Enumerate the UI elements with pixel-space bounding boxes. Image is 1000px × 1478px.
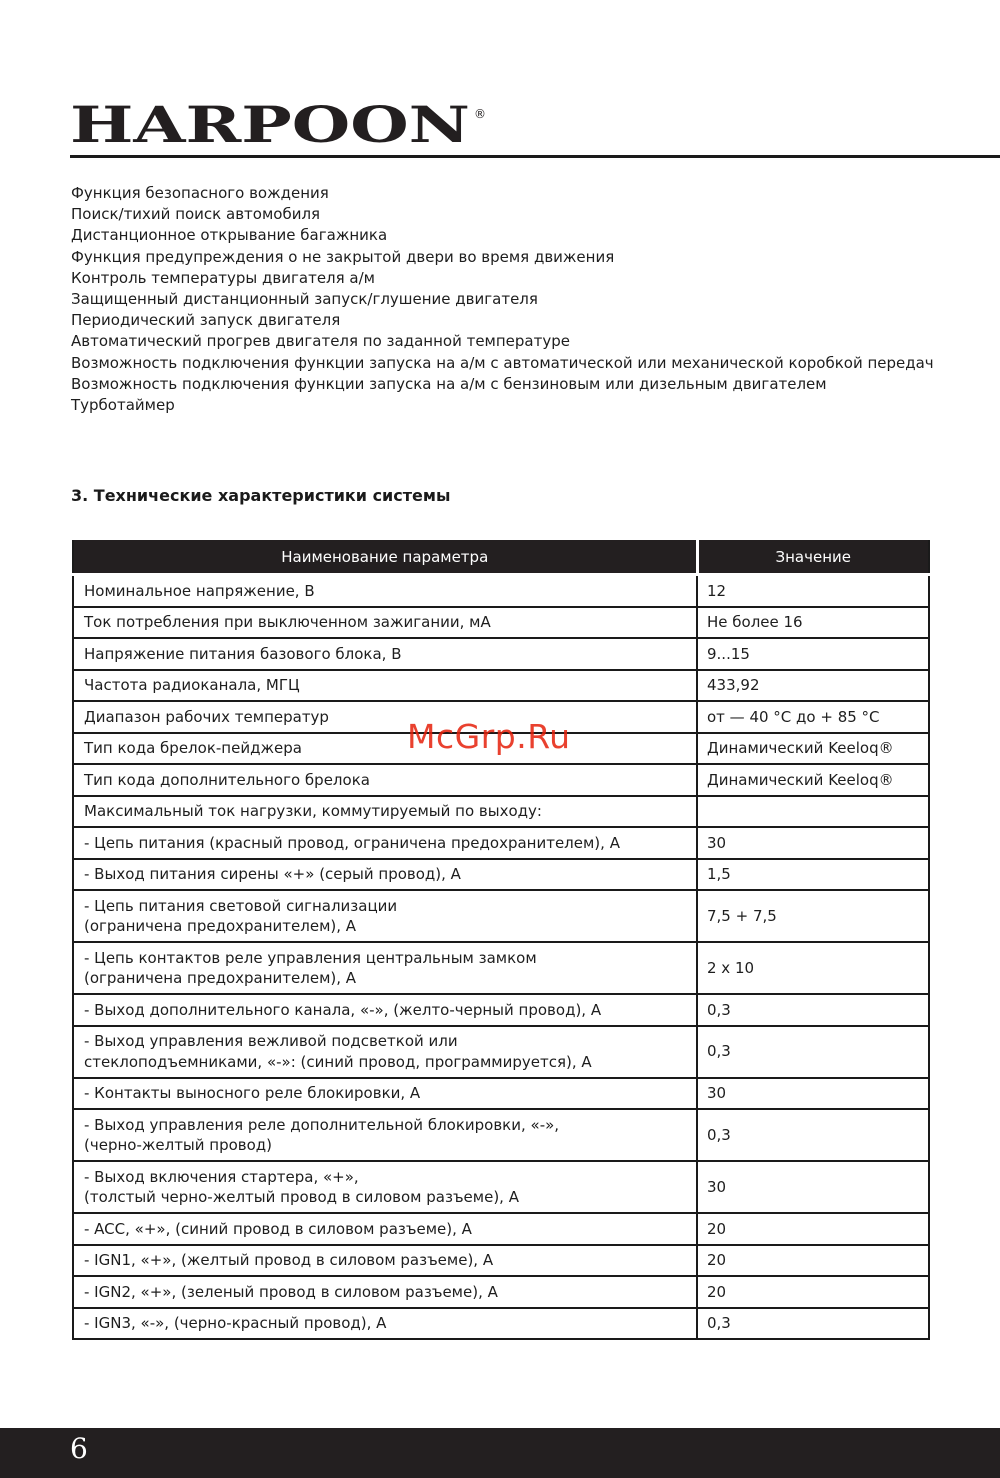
feature-item: Функция безопасного вождения xyxy=(71,184,329,202)
table-row xyxy=(73,994,929,1026)
param-cell xyxy=(73,942,697,994)
page-number: 6 xyxy=(70,1432,88,1465)
table-row xyxy=(73,764,929,796)
table-row xyxy=(73,638,929,670)
param-cell: Частота радиоканала, МГЦ xyxy=(73,670,697,702)
value-cell: 0,3 xyxy=(697,1109,929,1161)
feature-item: Турботаймер xyxy=(71,396,175,415)
logo-wordmark: HARPOON xyxy=(70,98,471,154)
registered-mark: ® xyxy=(474,107,486,121)
param-line: - Выход включения стартера, «+», xyxy=(84,1167,359,1186)
param-line: - Цепь питания световой сигнализации xyxy=(84,896,398,915)
param-cell: - Выход дополнительного канала, «-», (желто-черный провод), А xyxy=(73,994,697,1026)
table-row xyxy=(73,1026,929,1078)
feature-item: Защищенный дистанционный запуск/глушение двигателя xyxy=(71,290,538,309)
watermark: McGrp.Ru xyxy=(407,717,571,756)
param-cell xyxy=(73,1026,697,1078)
table-header-row xyxy=(73,540,929,575)
table-row xyxy=(73,1245,929,1277)
param-line: стеклоподъемниками, «-»: (синий провод, программируется), А xyxy=(84,1052,592,1071)
param-cell xyxy=(73,1161,697,1213)
param-cell: Максимальный ток нагрузки, коммутируемый по выходу: xyxy=(73,796,697,828)
param-cell: - Выход питания сирены «+» (серый провод), А xyxy=(73,859,697,891)
value-cell: 20 xyxy=(697,1276,929,1308)
table-row xyxy=(73,1078,929,1110)
param-cell: - IGN3, «-», (черно-красный провод), А xyxy=(73,1308,697,1340)
param-cell: Тип кода брелок-пейджера xyxy=(73,733,697,765)
section-title: 3. Технические характеристики системы xyxy=(71,486,451,505)
param-cell: - Цепь питания (красный провод, ограничена предохранителем), А xyxy=(73,827,697,859)
table-row xyxy=(73,827,929,859)
param-cell: Тип кода дополнительного брелока xyxy=(73,764,697,796)
param-line: - Цепь контактов реле управления центральным замком xyxy=(84,948,537,967)
feature-list xyxy=(71,183,934,416)
value-cell: 20 xyxy=(697,1245,929,1277)
value-cell: Динамический Keeloq® xyxy=(697,764,929,796)
param-cell xyxy=(73,890,697,942)
value-cell: Динамический Keeloq® xyxy=(697,733,929,765)
table-row xyxy=(73,1161,929,1213)
param-line: (толстый черно-желтый провод в силовом разъеме), А xyxy=(84,1188,519,1206)
feature-item: Контроль температуры двигателя а/м xyxy=(71,268,375,287)
feature-item: Периодический запуск двигателя xyxy=(71,311,341,330)
value-cell: 0,3 xyxy=(697,994,929,1026)
param-cell xyxy=(73,1109,697,1161)
value-cell: 433,92 xyxy=(697,670,929,702)
param-cell: Диапазон рабочих температур xyxy=(73,701,697,733)
feature-item: Дистанционное открывание багажника xyxy=(71,226,388,245)
param-cell: Напряжение питания базового блока, В xyxy=(73,638,697,670)
table-row xyxy=(73,890,929,942)
param-cell: Номинальное напряжение, В xyxy=(73,575,697,607)
value-cell: 0,3 xyxy=(697,1026,929,1078)
table-row xyxy=(73,607,929,639)
param-line: (ограничена предохранителем), А xyxy=(84,969,357,987)
specs-table xyxy=(72,540,930,1340)
value-cell: 30 xyxy=(697,1161,929,1213)
footer-bar xyxy=(0,1428,1000,1478)
value-cell: 2 x 10 xyxy=(697,942,929,994)
header-parameter: Наименование параметра xyxy=(73,540,697,575)
harpoon-logo xyxy=(70,98,490,158)
table-row xyxy=(73,575,929,607)
table-row xyxy=(73,1213,929,1245)
value-cell: от — 40 °C до + 85 °C xyxy=(697,701,929,733)
feature-item: Возможность подключения функции запуска на а/м с автоматической или механической коробкой передач xyxy=(71,353,934,372)
value-cell: 12 xyxy=(697,575,929,607)
header-rule xyxy=(70,155,1000,158)
header-value: Значение xyxy=(697,540,929,575)
param-line: (ограничена предохранителем), А xyxy=(84,917,357,935)
feature-item: Автоматический прогрев двигателя по заданной температуре xyxy=(71,332,570,351)
param-cell: - IGN1, «+», (желтый провод в силовом разъеме), А xyxy=(73,1245,697,1277)
param-cell: - Контакты выносного реле блокировки, А xyxy=(73,1078,697,1110)
table-row xyxy=(73,859,929,891)
value-cell: 30 xyxy=(697,1078,929,1110)
table-row xyxy=(73,1109,929,1161)
table-row xyxy=(73,670,929,702)
value-cell: 20 xyxy=(697,1213,929,1245)
value-cell: 7,5 + 7,5 xyxy=(697,890,929,942)
table-row xyxy=(73,942,929,994)
param-cell: Ток потребления при выключенном зажигании, мА xyxy=(73,607,697,639)
table-row xyxy=(73,796,929,828)
param-cell: - IGN2, «+», (зеленый провод в силовом разъеме), А xyxy=(73,1276,697,1308)
value-cell: 1,5 xyxy=(697,859,929,891)
feature-item: Поиск/тихий поиск автомобиля xyxy=(71,205,321,224)
feature-item: Функция предупреждения о не закрытой двери во время движения xyxy=(71,247,615,266)
value-cell: Не более 16 xyxy=(697,607,929,639)
table-row xyxy=(73,1308,929,1340)
table-row xyxy=(73,1276,929,1308)
value-cell: 30 xyxy=(697,827,929,859)
value-cell xyxy=(697,796,929,828)
value-cell: 0,3 xyxy=(697,1308,929,1340)
value-cell: 9...15 xyxy=(697,638,929,670)
feature-item: Возможность подключения функции запуска на а/м с бензиновым или дизельным двигателем xyxy=(71,374,827,393)
param-line: (черно-желтый провод) xyxy=(84,1136,273,1154)
param-line: - Выход управления реле дополнительной блокировки, «-», xyxy=(84,1115,560,1134)
param-cell: - ACC, «+», (синий провод в силовом разъеме), А xyxy=(73,1213,697,1245)
param-line: - Выход управления вежливой подсветкой или xyxy=(84,1032,458,1050)
